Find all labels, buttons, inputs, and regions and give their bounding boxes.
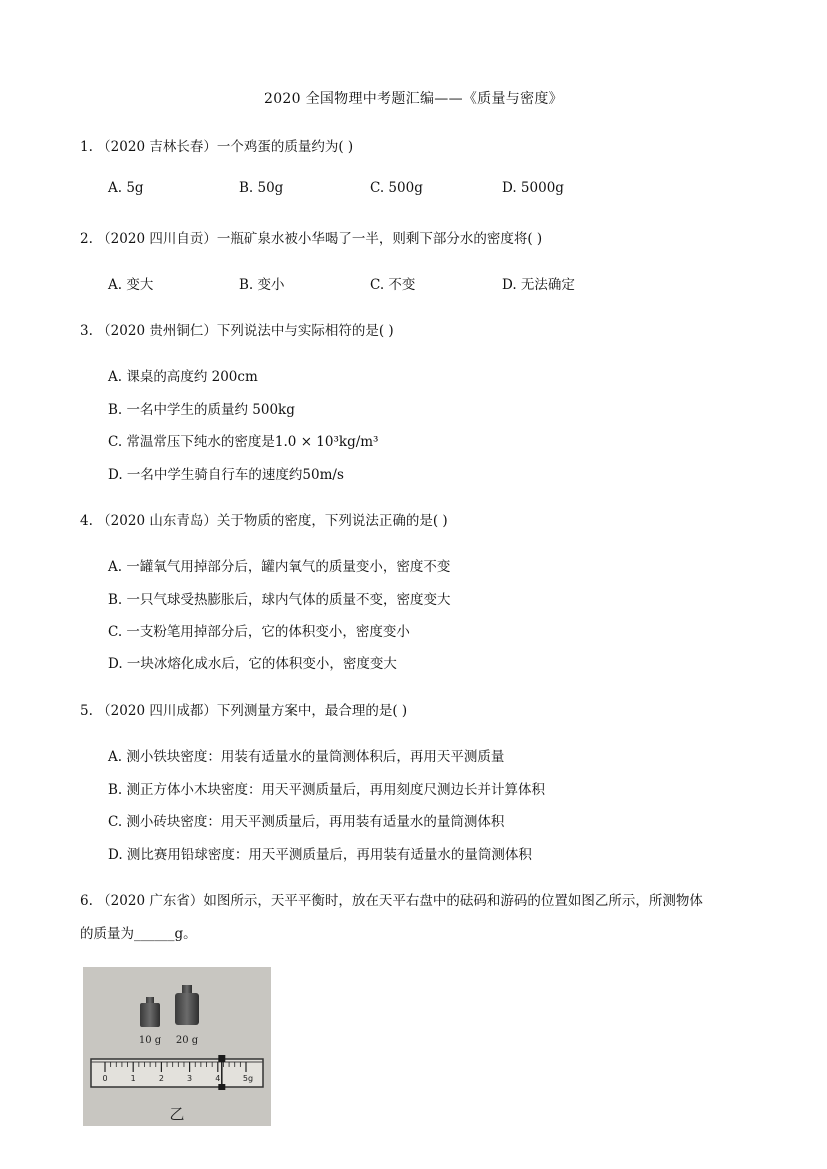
question-5-option-c: C. 测小砖块密度：用天平测质量后，再用装有适量水的量筒测体积 bbox=[108, 814, 505, 830]
question-4-option-d: D. 一块冰熔化成水后，它的体积变小，密度变大 bbox=[108, 656, 397, 672]
question-1-option-d: D. 5000g bbox=[502, 180, 564, 196]
question-3-option-b: B. 一名中学生的质量约 500kg bbox=[108, 402, 295, 418]
scale-label-0: 0 bbox=[102, 1074, 108, 1083]
question-5-option-d: D. 测比赛用铅球密度：用天平测质量后，再用装有适量水的量筒测体积 bbox=[108, 847, 532, 863]
scale-label-3: 3 bbox=[187, 1074, 193, 1083]
question-3-stem: 3. （2020 贵州铜仁）下列说法中与实际相符的是( ) bbox=[80, 323, 394, 339]
question-4-option-a: A. 一罐氧气用掉部分后，罐内氧气的质量变小，密度不变 bbox=[108, 559, 451, 575]
question-4-stem: 4. （2020 山东青岛）关于物质的密度，下列说法正确的是( ) bbox=[80, 513, 448, 529]
question-3-option-c: C. 常温常压下纯水的密度是1.0 × 10³kg/m³ bbox=[108, 434, 379, 450]
question-6-stem-line-1: 6. （2020 广东省）如图所示，天平平衡时，放在天平右盘中的砝码和游码的位置如图乙所示，所测物体 bbox=[80, 893, 703, 909]
balance-figure-svg bbox=[83, 967, 271, 1126]
question-1-option-b: B. 50g bbox=[239, 180, 284, 196]
question-6-stem-line-2: 的质量为______g。 bbox=[80, 926, 197, 942]
figure-background bbox=[83, 967, 271, 1126]
question-3-option-a: A. 课桌的高度约 200cm bbox=[108, 369, 258, 385]
scale-label-1: 1 bbox=[130, 1074, 136, 1083]
page-title: 2020 全国物理中考题汇编——《质量与密度》 bbox=[264, 91, 563, 107]
weight-20g-label: 20 g bbox=[175, 1035, 199, 1046]
figure-caption: 乙 bbox=[169, 1105, 185, 1123]
question-1-option-c: C. 500g bbox=[370, 180, 423, 196]
rider-scale bbox=[91, 1055, 263, 1090]
scale-label-5: 5g bbox=[242, 1074, 254, 1083]
scale-label-2: 2 bbox=[158, 1074, 164, 1083]
weight-10g-label: 10 g bbox=[138, 1035, 162, 1046]
question-1-option-a: A. 5g bbox=[108, 180, 144, 196]
question-4-option-b: B. 一只气球受热膨胀后，球内气体的质量不变，密度变大 bbox=[108, 592, 451, 608]
scale-label-4: 4 bbox=[215, 1074, 221, 1083]
question-5-option-a: A. 测小铁块密度：用装有适量水的量筒测体积后，再用天平测质量 bbox=[108, 749, 505, 765]
question-4-option-c: C. 一支粉笔用掉部分后，它的体积变小，密度变小 bbox=[108, 624, 410, 640]
balance-figure bbox=[83, 967, 271, 1126]
question-5-option-b: B. 测正方体小木块密度：用天平测质量后，再用刻度尺测边长并计算体积 bbox=[108, 782, 546, 798]
question-2-option-b: B. 变小 bbox=[239, 277, 285, 293]
question-2-option-d: D. 无法确定 bbox=[502, 277, 575, 293]
question-1-stem: 1. （2020 吉林长春）一个鸡蛋的质量约为( ) bbox=[80, 139, 354, 155]
question-2-stem: 2. （2020 四川自贡）一瓶矿泉水被小华喝了一半，则剩下部分水的密度将( ) bbox=[80, 231, 543, 247]
question-2-option-c: C. 不变 bbox=[370, 277, 416, 293]
question-2-option-a: A. 变大 bbox=[108, 277, 154, 293]
question-5-stem: 5. （2020 四川成都）下列测量方案中，最合理的是( ) bbox=[80, 703, 408, 719]
question-3-option-d: D. 一名中学生骑自行车的速度约50m/s bbox=[108, 467, 344, 483]
